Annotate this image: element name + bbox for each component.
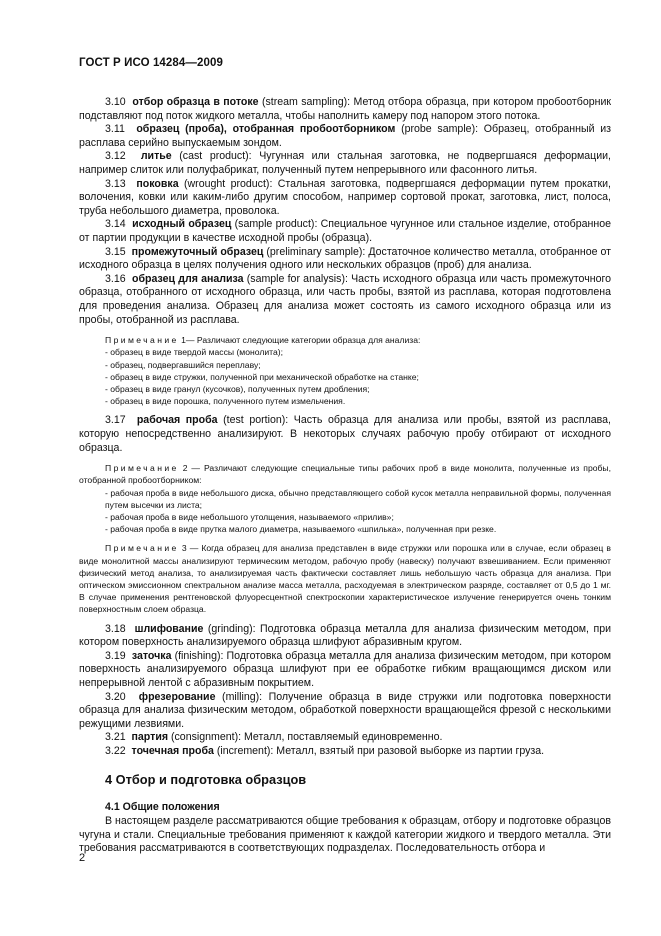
term-text: (grinding): Подготовка образца металла для анализа физическим методом, при котором поверхность анализируемого образца шлифуют абразивным кругом. xyxy=(79,622,611,649)
note-list-item: - образец в виде гранул (кусочков), полученных путем дробления; xyxy=(105,383,370,394)
definition-3-14 xyxy=(79,218,611,245)
term-text: (preliminary sample): Достаточное количество металла, отобранное от исходного образца в целях получения одного или нескольких образцов (проб) для анализа. xyxy=(79,245,612,272)
term-number: 3.16 xyxy=(105,272,126,285)
term-name: промежуточный образец xyxy=(131,245,264,258)
term-text: (stream sampling): Метод отбора образца, при котором пробоотборник подставляют под поток жидкого металла, чтобы наполнить камеру под напором этого потока. xyxy=(79,96,612,122)
definitions-list-b xyxy=(79,623,611,759)
term-name: поковка xyxy=(136,177,179,190)
definition-3-22 xyxy=(79,745,611,759)
term-text: (consignment): Металл, поставляемый единовременно. xyxy=(168,731,443,744)
term-text: (probe sample): Образец, отобранный из расплава серийно выпускаемым зондом. xyxy=(79,123,612,149)
note-2-label: Примечание xyxy=(105,463,179,474)
term-text: (finishing): Подготовка образца металла для анализа физическим методом, при котором поверхность анализируемого образца шлифуют при ее обработке гибким вращающимся диском или непрерывной лентой с абразивным покрытием. xyxy=(79,649,611,689)
note-list-item: - рабочая проба в виде небольшого диска, обычно представляющего собой кусок металла неправильной формы, полученная путем высечки из листа; xyxy=(105,487,611,510)
term-text: (test portion): Часть образца для анализа или пробы, взятой из расплава, которую непосредственно анализируют. В некоторых случаях рабочую пробу отбирают от исходного образца. xyxy=(79,414,612,454)
definition-3-12 xyxy=(79,150,611,177)
definition-3-21 xyxy=(79,731,611,745)
term-number: 3.14 xyxy=(105,218,126,231)
definitions-list-a xyxy=(79,96,611,327)
note-2-items xyxy=(79,487,611,536)
note-3 xyxy=(79,542,611,615)
term-name: заточка xyxy=(131,649,172,662)
note-3-text: 3 — Когда образец для анализа представлен в виде стружки или порошка или в случае, если образец в виде монолитной массы анализируют термическим методом, рабочую пробу (навеску) получают взвешиванием. Если применяют физический метод анализа, то анализируемая часть фактически составляет лишь небольшую часть образца для анализа. При оптическом эмиссионном спектральном анализе масса металла, расходуемая в электрическом разряде, составляет от 0,5 до 1 мг. В случае применения рентгеновской флуоресцентной спектроскопии характеристическое излучение генерируется очень тонким поверхностным слоем образца. xyxy=(79,543,611,615)
term-name: шлифование xyxy=(134,622,204,635)
note-1-label: Примечание xyxy=(105,335,179,346)
term-name: образец (проба), отобранная пробоотборником xyxy=(136,123,396,136)
term-number: 3.17 xyxy=(105,414,126,427)
note-list-item: - образец в виде твердой массы (монолита); xyxy=(105,347,284,358)
term-number: 3.21 xyxy=(105,731,126,744)
term-text: (increment): Металл, взятый при разовой выборке из партии груза. xyxy=(213,744,545,757)
standard-header: ГОСТ Р ИСО 14284—2009 xyxy=(79,57,224,69)
note-3-label: Примечание xyxy=(105,543,179,554)
term-name: образец для анализа xyxy=(132,272,244,285)
note-list-item: - рабочая проба в виде небольшого утолщения, называемого «прилив»; xyxy=(105,511,394,522)
term-text: (sample for analysis): Часть исходного образца или часть промежуточного образца, отобранного от исходного образца, или часть пробы, взятой из расплава, которая подготовлена для проведения анализа. Образец для анализа может состоять из самого исходного образца или из пробы, отобранной из расплава. xyxy=(79,272,612,326)
term-name: отбор образца в потоке xyxy=(132,96,259,108)
term-number: 3.12 xyxy=(105,150,126,163)
page-body xyxy=(79,96,611,856)
note-1-items xyxy=(79,346,611,407)
note-list-item: - рабочая проба в виде прутка малого диаметра, называемого «шпилька», полученная при резке. xyxy=(105,524,497,535)
term-number: 3.18 xyxy=(105,622,126,635)
term-number: 3.10 xyxy=(105,96,126,108)
definition-3-10 xyxy=(79,96,611,123)
definition-3-15 xyxy=(79,246,611,273)
term-number: 3.20 xyxy=(105,690,126,703)
note-2-text: 2 — Различают следующие специальные типы рабочих проб в виде монолита, полученные из пробы, отобранной пробоотборником: xyxy=(79,463,611,486)
term-name: партия xyxy=(131,731,169,744)
definition-3-20 xyxy=(79,691,611,732)
definition-3-13 xyxy=(79,178,611,219)
definition-3-16 xyxy=(79,273,611,327)
definition-3-19 xyxy=(79,650,611,691)
term-name: фрезерование xyxy=(138,690,216,703)
note-list-item: - образец в виде стружки, полученной при механической обработке на станке; xyxy=(105,371,419,382)
term-number: 3.13 xyxy=(105,177,126,190)
term-number: 3.11 xyxy=(105,123,125,136)
term-name: рабочая проба xyxy=(136,414,218,427)
term-text: (wrought product): Стальная заготовка, подвергшаяся деформации путем прокатки, волочения, ковки или каким-либо другим способом, например сортовой прокат, заготовка, лист, полоса, труба небольшого диаметра, проволока. xyxy=(79,177,611,217)
term-text: (cast product): Чугунная или стальная заготовка, не подвергшаяся деформации, например слиток или полуфабрикат, полученный путем непрерывного или фасонного литья. xyxy=(79,150,611,176)
definition-3-17 xyxy=(79,414,611,455)
note-list-item: - образец, подвергавшийся переплаву; xyxy=(105,359,261,370)
note-1 xyxy=(79,334,611,346)
definition-3-18 xyxy=(79,623,611,650)
note-list-item: - образец в виде порошка, полученного путем измельчения. xyxy=(105,396,346,407)
section-4-1-paragraph: В настоящем разделе рассматриваются общие требования к образцам, отбору и подготовке образцов чугуна и стали. Специальные требования применяют к каждой категории жидкого и твердого металла. Эти требования рассматриваются в соответствующих подразделах. Последовательность отбора и xyxy=(79,815,611,855)
definition-3-11 xyxy=(79,123,611,150)
note-2 xyxy=(79,462,611,486)
term-name: литье xyxy=(140,150,172,163)
term-number: 3.19 xyxy=(105,649,126,662)
term-text: (milling): Получение образца в виде стружки или подготовка поверхности образца для анализа физическим методом, обработкой поверхности вращающейся фрезой с несколькими режущими лезвиями. xyxy=(79,690,611,730)
subsection-4-1-title: 4.1 Общие положения xyxy=(105,801,220,814)
term-number: 3.22 xyxy=(105,744,126,757)
term-name: исходный образец xyxy=(132,218,232,231)
term-name: точечная проба xyxy=(131,744,214,757)
page-number: 2 xyxy=(79,852,86,864)
note-1-text: 1— Различают следующие категории образца для анализа: xyxy=(178,335,421,346)
term-number: 3.15 xyxy=(105,245,126,258)
term-text: (sample product): Специальное чугунное или стальное изделие, отобранное от партии продукции в качестве исходной пробы (образца). xyxy=(79,218,612,244)
section-4-title: 4 Отбор и подготовка образцов xyxy=(105,772,307,788)
